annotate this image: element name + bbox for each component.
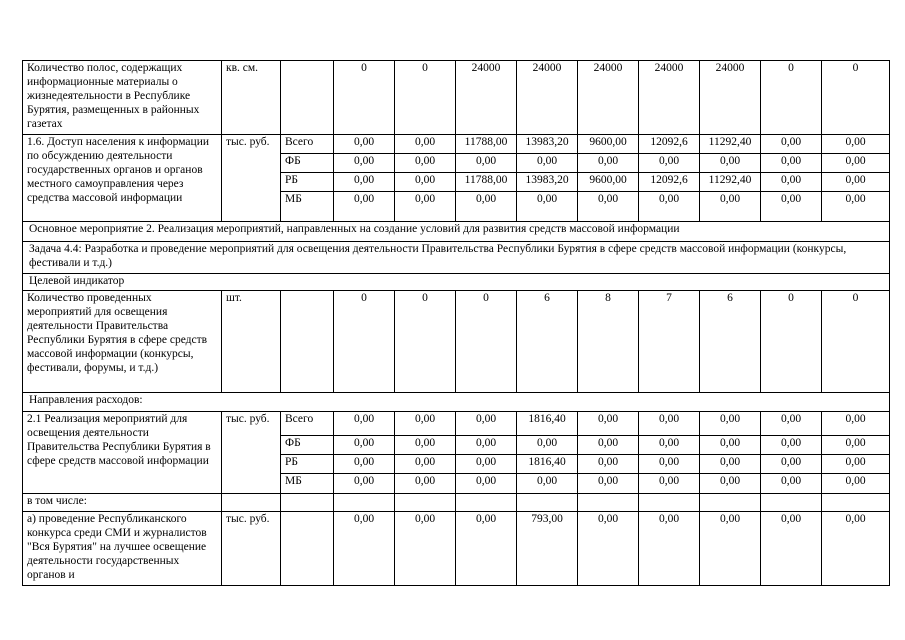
table-row <box>23 242 890 274</box>
value-cell: 0,00 <box>639 412 700 436</box>
value-cell: 0,00 <box>517 474 578 494</box>
value-cell: 0,00 <box>395 173 456 192</box>
value-cell: 0,00 <box>761 512 822 586</box>
value-cell: 13983,20 <box>517 173 578 192</box>
value-cell: 0,00 <box>334 412 395 436</box>
value-cell: 0,00 <box>395 192 456 222</box>
value-cell: 11292,40 <box>700 135 761 154</box>
value-cell: 0,00 <box>700 192 761 222</box>
value-cell: 8 <box>578 291 639 393</box>
value-cell: 0,00 <box>334 135 395 154</box>
type-cell <box>281 61 334 135</box>
table-row <box>23 135 890 154</box>
table-row <box>23 512 890 586</box>
value-cell: 0 <box>822 61 890 135</box>
table-row <box>23 393 890 412</box>
value-cell: 0,00 <box>639 192 700 222</box>
unit-cell: тыс. руб. <box>222 412 281 494</box>
value-cell: 0,00 <box>761 192 822 222</box>
value-cell: 0 <box>395 61 456 135</box>
value-cell: 0,00 <box>761 154 822 173</box>
section-heading: Основное мероприятие 2. Реализация мероприятий, направленных на создание условий для развития средств массовой информации <box>23 222 890 242</box>
value-cell: 13983,20 <box>517 135 578 154</box>
value-cell: 0,00 <box>578 192 639 222</box>
value-cell: 24000 <box>700 61 761 135</box>
value-cell: 11292,40 <box>700 173 761 192</box>
unit-cell: кв. см. <box>222 61 281 135</box>
value-cell: 0,00 <box>395 412 456 436</box>
value-cell: 24000 <box>517 61 578 135</box>
value-cell: 0,00 <box>700 436 761 455</box>
value-cell: 6 <box>700 291 761 393</box>
value-cell: 0,00 <box>395 436 456 455</box>
value-cell: 0,00 <box>639 512 700 586</box>
value-cell: 793,00 <box>517 512 578 586</box>
value-cell: 0,00 <box>517 192 578 222</box>
table-row <box>23 274 890 291</box>
value-cell: 0,00 <box>761 135 822 154</box>
type-cell <box>281 512 334 586</box>
value-cell: 0,00 <box>334 455 395 474</box>
value-cell: 0,00 <box>395 154 456 173</box>
value-cell: 24000 <box>578 61 639 135</box>
value-cell: 0,00 <box>639 474 700 494</box>
unit-cell: тыс. руб. <box>222 512 281 586</box>
value-cell: 0,00 <box>822 412 890 436</box>
value-cell: 0,00 <box>822 173 890 192</box>
program-funding-table <box>22 60 890 586</box>
subsection-heading: Целевой индикатор <box>23 274 890 291</box>
value-cell: 0,00 <box>761 474 822 494</box>
type-cell <box>281 291 334 393</box>
activity-name: а) проведение Республиканского конкурса среди СМИ и журналистов "Вся Бурятия" на лучшее освещение деятельности государственных органов и <box>23 512 222 586</box>
value-cell: 11788,00 <box>456 173 517 192</box>
value-cell: 0,00 <box>456 474 517 494</box>
table-row <box>23 61 890 135</box>
value-cell: 0,00 <box>822 135 890 154</box>
value-cell: 0,00 <box>822 474 890 494</box>
unit-cell: шт. <box>222 291 281 393</box>
value-cell: 0,00 <box>517 154 578 173</box>
value-cell: 0,00 <box>822 154 890 173</box>
value-cell: 0 <box>395 291 456 393</box>
table-row <box>23 412 890 436</box>
value-cell: 0,00 <box>578 436 639 455</box>
type-cell: ФБ <box>281 154 334 173</box>
value-cell: 0,00 <box>700 512 761 586</box>
value-cell: 0,00 <box>578 455 639 474</box>
value-cell: 12092,6 <box>639 135 700 154</box>
value-cell: 0 <box>761 291 822 393</box>
value-cell: 0,00 <box>700 154 761 173</box>
value-cell: 0,00 <box>822 455 890 474</box>
subsection-heading: Направления расходов: <box>23 393 890 412</box>
value-cell: 0,00 <box>639 455 700 474</box>
type-cell: РБ <box>281 173 334 192</box>
value-cell: 12092,6 <box>639 173 700 192</box>
value-cell: 0 <box>822 291 890 393</box>
value-cell: 0,00 <box>700 455 761 474</box>
type-cell: РБ <box>281 455 334 474</box>
value-cell: 0,00 <box>395 455 456 474</box>
value-cell: 0,00 <box>456 512 517 586</box>
value-cell: 0,00 <box>639 154 700 173</box>
value-cell: 0 <box>456 291 517 393</box>
value-cell: 0 <box>761 61 822 135</box>
value-cell: 0,00 <box>700 474 761 494</box>
value-cell: 24000 <box>456 61 517 135</box>
value-cell: 0,00 <box>334 154 395 173</box>
value-cell: 0,00 <box>578 512 639 586</box>
value-cell: 0,00 <box>334 474 395 494</box>
activity-name: 1.6. Доступ населения к информации по обсуждению деятельности государственных органов и органов местного самоуправления через средства массовой информации <box>23 135 222 222</box>
value-cell: 0,00 <box>517 436 578 455</box>
value-cell: 0,00 <box>456 192 517 222</box>
value-cell: 0,00 <box>761 436 822 455</box>
value-cell: 0,00 <box>334 173 395 192</box>
value-cell: 0,00 <box>822 192 890 222</box>
value-cell: 1816,40 <box>517 455 578 474</box>
task-heading: Задача 4.4: Разработка и проведение мероприятий для освещения деятельности Правительства Республики Бурятия в сфере средств массовой информации (конкурсы, фестивали и т.д.) <box>23 242 890 274</box>
value-cell: 0,00 <box>761 173 822 192</box>
value-cell: 0,00 <box>578 474 639 494</box>
value-cell: 0 <box>334 291 395 393</box>
subsection-heading: в том числе: <box>23 494 222 512</box>
type-cell: МБ <box>281 192 334 222</box>
value-cell: 6 <box>517 291 578 393</box>
value-cell: 0,00 <box>822 436 890 455</box>
table-row <box>23 291 890 393</box>
value-cell: 1816,40 <box>517 412 578 436</box>
value-cell: 0,00 <box>822 512 890 586</box>
value-cell: 9600,00 <box>578 135 639 154</box>
value-cell: 0,00 <box>456 455 517 474</box>
value-cell: 0,00 <box>395 474 456 494</box>
value-cell: 11788,00 <box>456 135 517 154</box>
type-cell: МБ <box>281 474 334 494</box>
unit-cell: тыс. руб. <box>222 135 281 222</box>
value-cell: 0,00 <box>456 154 517 173</box>
value-cell: 9600,00 <box>578 173 639 192</box>
value-cell: 24000 <box>639 61 700 135</box>
value-cell: 0,00 <box>639 436 700 455</box>
value-cell: 0 <box>334 61 395 135</box>
value-cell: 0,00 <box>456 436 517 455</box>
indicator-name: Количество проведенных мероприятий для освещения деятельности Правительства Республики Бурятия в сфере средств массовой информации (конкурсы, фестивали, форумы, и т.д.) <box>23 291 222 393</box>
type-cell: Всего <box>281 135 334 154</box>
value-cell: 0,00 <box>761 455 822 474</box>
value-cell: 0,00 <box>334 436 395 455</box>
indicator-name: Количество полос, содержащих информационные материалы о жизнедеятельности в Республике Бурятия, размещенных в районных газетах <box>23 61 222 135</box>
value-cell: 0,00 <box>578 412 639 436</box>
value-cell: 0,00 <box>395 512 456 586</box>
type-cell: ФБ <box>281 436 334 455</box>
type-cell: Всего <box>281 412 334 436</box>
value-cell: 0,00 <box>456 412 517 436</box>
value-cell: 0,00 <box>761 412 822 436</box>
value-cell: 0,00 <box>334 192 395 222</box>
value-cell: 0,00 <box>395 135 456 154</box>
value-cell: 7 <box>639 291 700 393</box>
table-row <box>23 222 890 242</box>
value-cell: 0,00 <box>700 412 761 436</box>
value-cell: 0,00 <box>578 154 639 173</box>
activity-name: 2.1 Реализация мероприятий для освещения деятельности Правительства Республики Бурятия в сфере средств массовой информации <box>23 412 222 494</box>
table-row <box>23 494 890 512</box>
value-cell: 0,00 <box>334 512 395 586</box>
